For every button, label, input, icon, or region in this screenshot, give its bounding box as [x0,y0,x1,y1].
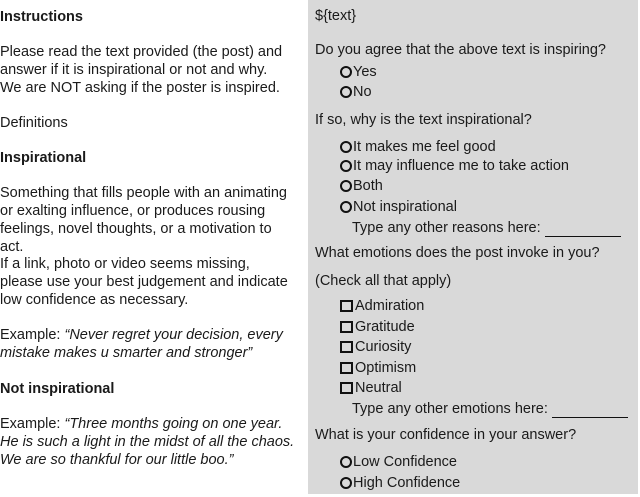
other-emotions-input[interactable] [552,403,628,418]
survey-form [308,0,638,494]
checkbox-icon[interactable] [340,321,353,333]
instructions-text: We are NOT asking if the poster is inspired. [0,80,280,96]
inspirational-example [0,326,283,344]
not-inspirational-example [0,415,282,433]
other-reasons-field[interactable]: Type any other reasons here: [352,219,621,237]
radio-icon[interactable] [340,456,352,468]
checkbox-optimism[interactable]: Optimism [340,359,416,377]
instructions-text: Please read the text provided (the post) and [0,44,283,60]
inspirational-heading: Inspirational [0,150,87,166]
checkbox-neutral[interactable]: Neutral [340,379,402,397]
instructions-heading: Instructions [0,9,83,25]
example-quote: “Never regret your decision, every [64,327,283,343]
radio-take-action[interactable]: It may influence me to take action [340,157,569,175]
definition-text: or exalting influence, or produces rousing [0,203,266,219]
radio-icon[interactable] [340,180,352,192]
checkbox-curiosity[interactable]: Curiosity [340,338,411,356]
q3-label: What emotions does the post invoke in you? [315,245,600,261]
radio-no[interactable]: No [340,83,372,101]
radio-not-inspirational[interactable]: Not inspirational [340,198,457,216]
missing-note: low confidence as necessary. [0,292,189,308]
radio-high-confidence[interactable]: High Confidence [340,474,460,492]
other-emotions-field[interactable]: Type any other emotions here: [352,400,628,418]
q3-sublabel: (Check all that apply) [315,273,452,289]
example-quote: He is such a light in the midst of all the chaos. [0,434,295,450]
q4-label: What is your confidence in your answer? [315,427,577,443]
example-label: Example: [0,327,65,343]
checkbox-admiration[interactable]: Admiration [340,297,424,315]
radio-feel-good[interactable]: It makes me feel good [340,138,496,156]
radio-icon[interactable] [340,66,352,78]
instructions-text: answer if it is inspirational or not and why. [0,62,268,78]
q2-label: If so, why is the text inspirational? [315,112,532,128]
radio-icon[interactable] [340,477,352,489]
example-quote: We are so thankful for our little boo.” [0,452,234,468]
example-quote: mistake makes u smarter and stronger” [0,345,253,361]
checkbox-icon[interactable] [340,382,353,394]
radio-icon[interactable] [340,201,352,213]
definitions-label: Definitions [0,115,68,131]
missing-note: please use your best judgement and indicate [0,274,288,290]
radio-icon[interactable] [340,141,352,153]
example-quote: “Three months going on one year. [64,416,283,432]
radio-icon[interactable] [340,86,352,98]
radio-icon[interactable] [340,160,352,172]
missing-note: If a link, photo or video seems missing, [0,256,250,272]
checkbox-gratitude[interactable]: Gratitude [340,318,415,336]
radio-low-confidence[interactable]: Low Confidence [340,453,457,471]
post-text: ${text} [315,8,357,24]
radio-yes[interactable]: Yes [340,63,377,81]
q1-label: Do you agree that the above text is inspiring? [315,42,606,58]
definition-text: feelings, novel thoughts, or a motivation to [0,221,272,237]
definition-text: Something that fills people with an animating [0,185,287,201]
example-label: Example: [0,416,65,432]
checkbox-icon[interactable] [340,300,353,312]
not-inspirational-heading: Not inspirational [0,381,115,397]
checkbox-icon[interactable] [340,341,353,353]
checkbox-icon[interactable] [340,362,353,374]
radio-both[interactable]: Both [340,177,383,195]
other-reasons-input[interactable] [545,222,621,237]
definition-text: act. [0,239,24,255]
